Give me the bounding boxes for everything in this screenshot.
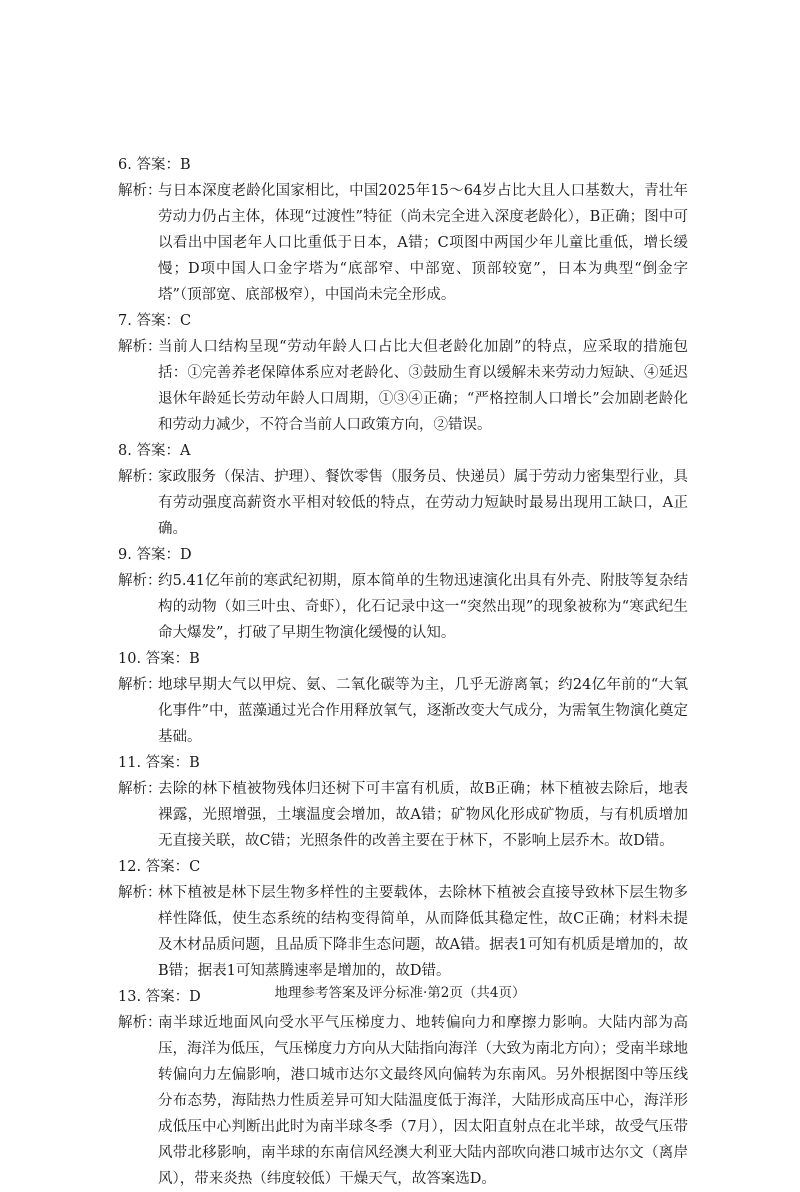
answer-item-11 xyxy=(118,750,688,854)
analysis-text: 约5.41亿年前的寒武纪初期，原本简单的生物迅速演化出具有外壳、附肢等复杂结构的动物（如三叶虫、奇虾），化石记录中这一“突然出现”的现象被称为“寒武纪生命大爆发”，打破了早期生物演化缓慢的认知。 xyxy=(158,573,688,641)
answer-item-8 xyxy=(118,438,688,542)
answer-line: 12. 答案：C xyxy=(118,859,201,875)
analysis-block xyxy=(118,672,688,750)
analysis-label: 解析： xyxy=(118,1015,162,1031)
answer-line: 9. 答案：D xyxy=(118,547,192,563)
analysis-block xyxy=(118,1010,688,1192)
answer-line: 10. 答案：B xyxy=(118,651,200,667)
answer-item-10 xyxy=(118,646,688,750)
analysis-block xyxy=(118,334,688,438)
analysis-text: 去除的林下植被物残体归还树下可丰富有机质，故B正确；林下植被去除后，地表裸露，光照增强，土壤温度会增加，故A错；矿物风化形成矿物质，与有机质增加无直接关联，故C错；光照条件的改善主要在于林下，不影响上层乔木。故D错。 xyxy=(158,781,688,849)
analysis-label: 解析： xyxy=(118,677,162,693)
analysis-block xyxy=(118,568,688,646)
answer-item-7 xyxy=(118,308,688,438)
page-footer: 地理参考答案及评分标准·第2页（共4页） xyxy=(274,985,526,1001)
analysis-label: 解析： xyxy=(118,183,162,199)
analysis-block xyxy=(118,464,688,542)
analysis-label: 解析： xyxy=(118,469,162,485)
answer-item-13 xyxy=(118,984,688,1192)
answer-line: 13. 答案：D xyxy=(118,989,201,1005)
analysis-block xyxy=(118,776,688,854)
analysis-label: 解析： xyxy=(118,885,162,901)
analysis-block xyxy=(118,178,688,308)
answer-line: 11. 答案：B xyxy=(118,755,200,771)
answer-line: 6. 答案：B xyxy=(118,157,191,173)
analysis-text: 南半球近地面风向受水平气压梯度力、地转偏向力和摩擦力影响。大陆内部为高压，海洋为低压，气压梯度力方向从大陆指向海洋（大致为南北方向）；受南半球地转偏向力左偏影响，港口城市达尔文最终风向偏转为东南风。另外根据图中等压线分布态势，海陆热力性质差异可知大陆温度低于海洋，大陆形成高压中心，海洋形成低压中心判断出此时为南半球冬季（7月），因太阳直射点在北半球，故受气压带风带北移影响，南半球的东南信风经澳大利亚大陆内部吹向港口城市达尔文（离岸风），带来炎热（纬度较低）干燥天气，故答案选D。 xyxy=(158,1015,688,1187)
analysis-text: 当前人口结构呈现“劳动年龄人口占比大但老龄化加剧”的特点，应采取的措施包括：①完善养老保障体系应对老龄化、③鼓励生育以缓解未来劳动力短缺、④延迟退休年龄延长劳动年龄人口周期，①③④正确；“严格控制人口增长”会加剧老龄化和劳动力减少，不符合当前人口政策方向，②错误。 xyxy=(158,339,688,433)
analysis-text: 林下植被是林下层生物多样性的主要载体，去除林下植被会直接导致林下层生物多样性降低，使生态系统的结构变得简单，从而降低其稳定性，故C正确；材料未提及木材品质问题，且品质下降非生态问题，故A错。据表1可知有机质是增加的，故B错；据表1可知蒸腾速率是增加的，故D错。 xyxy=(158,885,688,979)
analysis-label: 解析： xyxy=(118,573,162,589)
answer-item-9 xyxy=(118,542,688,646)
answer-item-12 xyxy=(118,854,688,984)
analysis-text: 与日本深度老龄化国家相比，中国2025年15～64岁占比大且人口基数大，青壮年劳动力仍占主体，体现“过渡性”特征（尚未完全进入深度老龄化），B正确；图中可以看出中国老年人口比重低于日本，A错；C项图中两国少年儿童比重低，增长缓慢；D项中国人口金字塔为“底部窄、中部宽、顶部较宽”，日本为典型“倒金字塔”（顶部宽、底部极窄），中国尚未完全形成。 xyxy=(158,183,688,303)
answer-item-6 xyxy=(118,152,688,308)
answer-line: 7. 答案：C xyxy=(118,313,192,329)
analysis-text: 地球早期大气以甲烷、氨、二氧化碳等为主，几乎无游离氧；约24亿年前的“大氧化事件”中，蓝藻通过光合作用释放氧气，逐渐改变大气成分，为需氧生物演化奠定基础。 xyxy=(158,677,688,745)
answer-line: 8. 答案：A xyxy=(118,443,191,459)
analysis-block xyxy=(118,880,688,984)
answer-list xyxy=(118,152,688,1192)
analysis-label: 解析： xyxy=(118,339,162,355)
analysis-text: 家政服务（保洁、护理）、餐饮零售（服务员、快递员）属于劳动力密集型行业，具有劳动强度高薪资水平相对较低的特点，在劳动力短缺时最易出现用工缺口，A正确。 xyxy=(158,469,688,537)
analysis-label: 解析： xyxy=(118,781,162,797)
